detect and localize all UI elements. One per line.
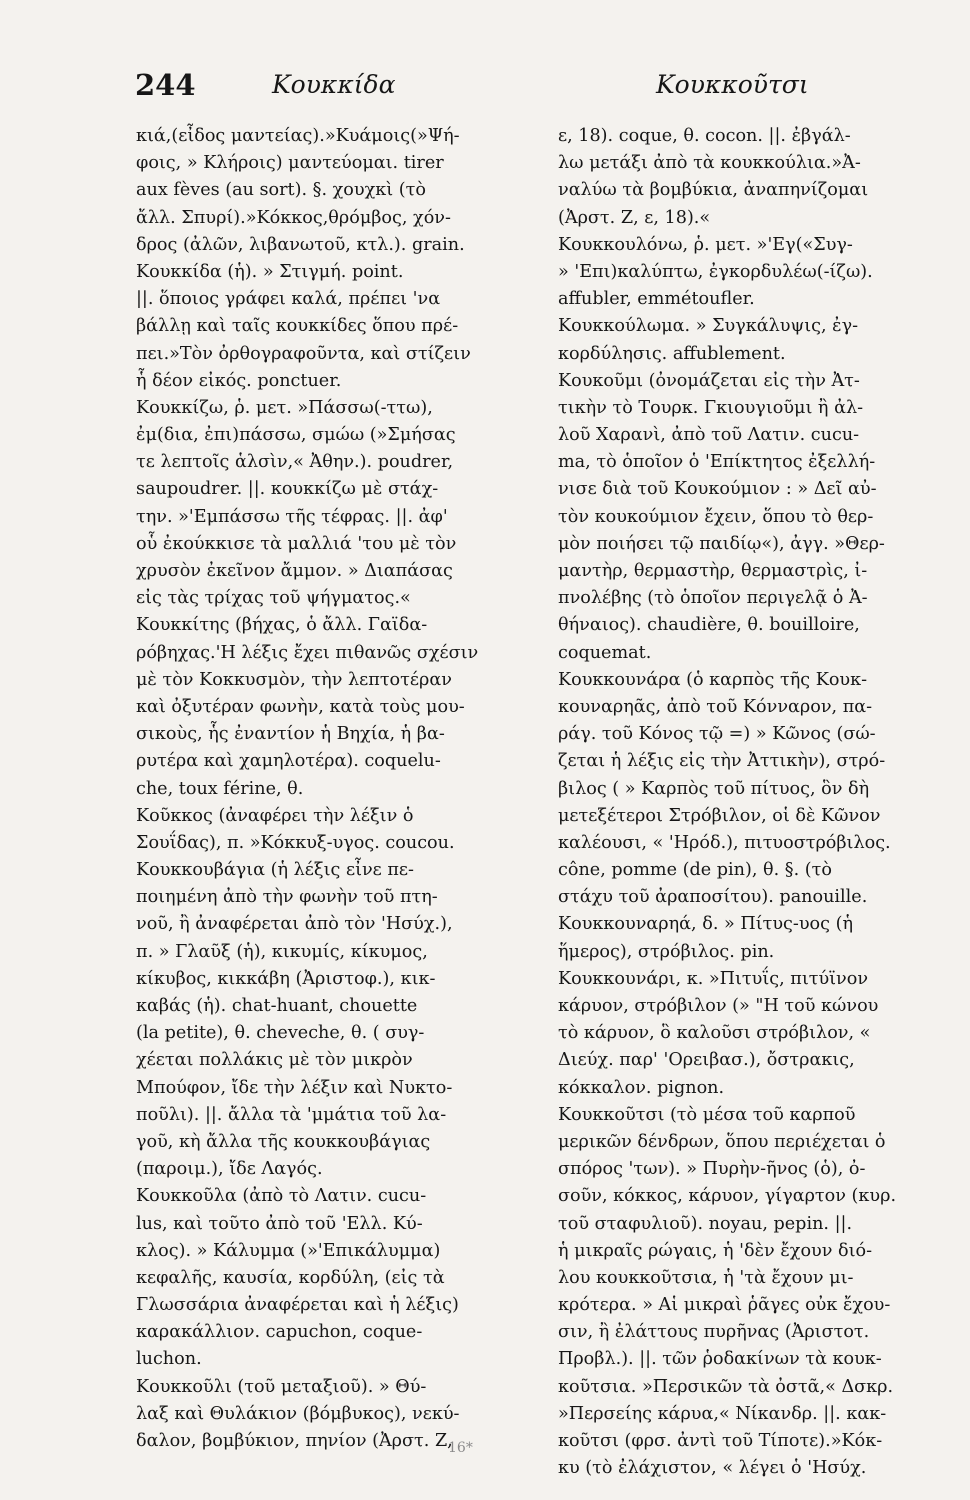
text-line: σιν, ἢ ἐλάττους πυρῆνας (Ἀριστοτ. xyxy=(558,1322,870,1343)
text-line: (la petite), θ. cheveche, θ. ( συγ- xyxy=(136,1023,425,1044)
text-line: Κουκοῦμι (ὀνομάζεται εἰς τὴν Ἀτ- xyxy=(558,370,860,391)
text-line: κιά,(εἶδος μαντείας).»Κυάμοις(»Ψή- xyxy=(136,126,460,146)
text-line: ἥμερος), στρόβιλος. pin. xyxy=(558,941,775,962)
text-line: τοῦ σταφυλιοῦ). noyau, pepin. ||. xyxy=(558,1213,853,1234)
text-line: Κουκκίζω, ῥ. μετ. »Πάσσω(-ττω), xyxy=(136,397,433,418)
text-line: κόκκαλον. pignon. xyxy=(558,1077,725,1098)
text-line: Κουκκίδα (ἡ). » Στιγμή. point. xyxy=(136,261,404,282)
text-line: Προβλ.). ||. τῶν ῥοδακίνων τὰ κουκ- xyxy=(558,1349,882,1370)
text-line: βάλλῃ καὶ ταῖς κουκκίδες ὅπου πρέ- xyxy=(136,316,459,337)
text-line: π. » Γλαῦξ (ἡ), κικυμίς, κίκυμος, xyxy=(136,941,428,962)
text-line: κουναρηᾶς, ἀπὸ τοῦ Κόνναρον, πα- xyxy=(558,696,873,717)
text-line: εἰς τὰς τρίχας τοῦ ψήγματος.« xyxy=(136,588,411,609)
text-line: καρακάλλιον. capuchon, coque- xyxy=(136,1322,423,1343)
text-line: ρυτέρα καὶ χαμηλοτέρα). coquelu- xyxy=(136,751,441,772)
text-line: σπόρος 'των). » Πυρὴν-ῆνος (ὁ), ὀ- xyxy=(558,1159,866,1180)
text-line: πει.»Τὸν ὀρθογραφοῦντα, καὶ στίζειν xyxy=(136,343,471,364)
text-line: νισε διὰ τοῦ Κουκούμιον : » Δεῖ αὐ- xyxy=(558,479,877,500)
text-line: Κουκκουβάγια (ἡ λέξις εἶνε πε- xyxy=(136,860,414,881)
text-line: ποιημένη ἀπὸ τὴν φωνὴν τοῦ πτη- xyxy=(136,887,438,908)
text-line: κορδύλησις. affublement. xyxy=(558,343,786,364)
text-line: δρος (ἀλῶν, λιβανωτοῦ, κτλ.). grain. xyxy=(136,234,465,255)
text-line: Κουκκουνάρα (ὁ καρπὸς τῆς Κουκ- xyxy=(558,669,868,690)
text-line: Κουκκούλωμα. » Συγκάλυψις, ἐγ- xyxy=(558,316,859,337)
text-line: Κοῦκκος (ἀναφέρει τὴν λέξιν ὁ xyxy=(136,805,414,826)
text-line: ἐμ(δια, ἐπι)πάσσω, σμώω (»Σμήσας xyxy=(136,425,456,446)
running-head-right: Κουκκοῦτσι xyxy=(656,70,809,99)
text-line: Κουκκουναρηά, δ. » Πίτυς-υος (ἡ xyxy=(558,914,853,935)
text-line: ἧ δέον εἰκός. ponctuer. xyxy=(136,370,342,391)
text-line: Κουκκοῦλα (ἀπὸ τὸ Λατιν. cucu- xyxy=(136,1186,427,1207)
text-line: φοις, » Κλήροις) μαντεύομαι. tirer xyxy=(136,153,444,174)
text-line: ||. ὅποιος γράφει καλά, πρέπει 'να xyxy=(136,289,441,310)
text-line: ρόβηχας.'Η λέξις ἔχει πιθανῶς σχέσιν xyxy=(136,642,479,663)
text-line: καβάς (ἡ). chat-huant, chouette xyxy=(136,996,418,1016)
text-line: στάχυ τοῦ ἀραποσίτου). panouille. xyxy=(558,887,868,908)
text-line: ζεται ἡ λέξις εἰς τὴν Ἀττικὴν), στρό- xyxy=(558,751,886,772)
text-line: οὗ ἐκούκκισε τὰ μαλλιά 'του μὲ τὸν xyxy=(136,533,457,554)
text-line: Κουκκοῦλι (τοῦ μεταξιοῦ). » Θύ- xyxy=(136,1376,427,1397)
text-line: κοῦτσια. »Περσικῶν τὰ ὀστᾶ,« Δσκρ. xyxy=(558,1376,894,1397)
text-line: καὶ ὀξυτέραν φωνὴν, κατὰ τοὺς μου- xyxy=(136,696,465,717)
text-line: λω μετάξι ἀπὸ τὰ κουκκούλια.»Ἀ- xyxy=(558,153,861,174)
text-line: ἡ μικραῖς ρώγαις, ἡ 'δὲν ἔχουν διό- xyxy=(558,1240,873,1261)
text-line: Κουκκοῦτσι (τὸ μέσα τοῦ καρποῦ xyxy=(558,1104,856,1125)
page-header xyxy=(0,68,970,118)
text-line: μετεξέτεροι Στρόβιλον, οἱ δὲ Κῶνον xyxy=(558,805,881,826)
text-line: ε, 18). coque, θ. cocon. ||. ἐβγάλ- xyxy=(558,126,851,146)
text-line: καλέουσι, « 'Ηρόδ.), πιτυοστρόβιλος. xyxy=(558,832,891,853)
text-line: cône, pomme (de pin), θ. §. (τὸ xyxy=(558,860,832,881)
text-line: Γλωσσάρια ἀναφέρεται καὶ ἡ λέξις) xyxy=(136,1295,459,1316)
text-line: » 'Επι)καλύπτω, ἐγκορδυλέω(-ίζω). xyxy=(558,261,873,282)
text-line: σοῦν, κόκκος, κάρυον, γίγαρτον (κυρ. xyxy=(558,1186,897,1207)
text-line: ποῦλι). ||. ἄλλα τὰ 'μμάτια τοῦ λα- xyxy=(136,1104,447,1125)
text-line: τὸν κουκούμιον ἔχειν, ὅπου τὸ θερ- xyxy=(558,506,874,527)
text-line: βιλος ( » Καρπὸς τοῦ πίτυος, ὃν δὴ xyxy=(558,778,870,799)
text-line: δαλον, βομβύκιον, πηνίον (Ἀρστ. Ζ, xyxy=(136,1431,453,1451)
text-line: Κουκκίτης (βήχας, ὁ ἄλλ. Γαϊδα- xyxy=(136,615,428,636)
text-line: Μπούφον, ἴδε τὴν λέξιν καὶ Νυκτο- xyxy=(136,1077,453,1098)
text-line: μερικῶν δένδρων, ὅπου περιέχεται ὁ xyxy=(558,1131,886,1152)
text-line: πνολέβης (τὸ ὁποῖον περιγελᾷ ὁ Ἀ- xyxy=(558,588,868,609)
text-line: coquemat. xyxy=(558,642,652,663)
text-line: χρυσὸν ἐκεῖνον ἄμμον. » Διαπάσας xyxy=(136,561,453,581)
text-line: κεφαλῆς, καυσία, κορδύλη, (εἰς τὰ xyxy=(136,1267,445,1288)
text-line: ἄλλ. Σπυρί).»Κόκκος,θρόμβος, χόν- xyxy=(136,207,451,228)
text-line: ναλύω τὰ βομβύκια, ἀναπηνίζομαι xyxy=(558,180,869,201)
text-line: lus, καὶ τοῦτο ἀπὸ τοῦ 'Ελλ. Κύ- xyxy=(136,1213,423,1234)
text-line: χέεται πολλάκις μὲ τὸν μικρὸν xyxy=(136,1050,413,1071)
text-line: κλος). » Κάλυμμα (»'Επικάλυμμα) xyxy=(136,1240,441,1261)
text-line: affubler, emmétoufler. xyxy=(558,289,755,310)
text-line: saupoudrer. ||. κουκκίζω μὲ στάχ- xyxy=(136,479,439,500)
text-line: τὸ κάρυον, ὃ καλοῦσι στρόβιλον, « xyxy=(558,1023,871,1044)
text-line: Κουκκουλόνω, ῥ. μετ. »'Εγ(«Συγ- xyxy=(558,234,853,255)
signature-mark: 16* xyxy=(448,1440,473,1456)
text-line: »Περσείης κάρυα,« Νίκανδρ. ||. κακ- xyxy=(558,1403,887,1424)
text-line: luchon. xyxy=(136,1349,202,1370)
text-line: ράγ. τοῦ Κόνος τῷ =) » Κῶνος (σώ- xyxy=(558,724,876,745)
text-line: τικὴν τὸ Τουρκ. Γκιουγιοῦμι ἢ ἀλ- xyxy=(558,397,864,418)
text-line: κίκυβος, κικκάβη (Ἀριστοφ.), κικ- xyxy=(136,968,436,989)
text-line: μαντὴρ, θερμαστὴρ, θερμαστρὶς, ἰ- xyxy=(558,561,868,581)
running-head-left: Κουκκίδα xyxy=(272,70,396,99)
text-line: Σουΐδας), π. »Κόκκυξ-υγος. coucou. xyxy=(136,832,455,853)
text-line: λου κουκκοῦτσια, ἡ 'τὰ ἔχουν μι- xyxy=(558,1267,854,1288)
text-line: μὸν ποιήσει τῷ παιδίῳ«), ἀγγ. »Θερ- xyxy=(558,533,885,554)
text-line: λοῦ Χαρανὶ, ἀπὸ τοῦ Λατιν. cucu- xyxy=(558,425,860,446)
left-column xyxy=(136,123,511,1455)
text-line: λαξ καὶ Θυλάκιον (βόμβυκος), νεκύ- xyxy=(136,1403,460,1424)
text-line: θήναιος). chaudière, θ. bouilloire, xyxy=(558,615,860,636)
text-line: Διεύχ. παρ' 'Ορειβασ.), ὄστρακις, xyxy=(558,1050,855,1071)
text-line: γοῦ, κὴ ἄλλα τῆς κουκκουβάγιας xyxy=(136,1131,431,1152)
text-line: την. »'Εμπάσσω τῆς τέφρας. ||. ἀφ' xyxy=(136,506,448,527)
text-line: τε λεπτοῖς ἁλσὶν,« Ἀθην.). poudrer, xyxy=(136,452,454,473)
text-line: (Ἀρστ. Ζ, ε, 18).« xyxy=(558,207,711,228)
text-line: νοῦ, ἢ ἀναφέρεται ἀπὸ τὸν 'Ησύχ.), xyxy=(136,914,453,935)
text-line: κυ (τὸ ἐλάχιστον, « λέγει ὁ 'Ησύχ. xyxy=(558,1458,867,1479)
text-line: ma, τὸ ὁποῖον ὁ 'Επίκτητος ἐξελλή- xyxy=(558,452,876,473)
text-line: μὲ τὸν Κοκκυσμὸν, τὴν λεπτοτέραν xyxy=(136,669,452,690)
page-number: 244 xyxy=(135,68,196,102)
text-line: che, toux férine, θ. xyxy=(136,778,304,799)
text-line: (παροιμ.), ἴδε Λαγός. xyxy=(136,1159,323,1180)
text-line: κάρυον, στρόβιλον (» "Η τοῦ κώνου xyxy=(558,996,879,1016)
text-line: κοῦτσι (φρσ. ἀντὶ τοῦ Τίποτε).»Κόκ- xyxy=(558,1431,883,1451)
text-line: Κουκκουνάρι, κ. »Πιτυΐς, πιτύϊνον xyxy=(558,968,869,989)
text-line: σικοὺς, ἧς ἐναντίον ἡ Βηχία, ἡ βα- xyxy=(136,724,445,745)
text-line: aux fèves (au sort). §. χουχκὶ (τὸ xyxy=(136,180,426,201)
text-line: κρότερα. » Αἱ μικραὶ ῥᾶγες οὐκ ἔχου- xyxy=(558,1295,891,1316)
right-column xyxy=(558,123,933,1482)
